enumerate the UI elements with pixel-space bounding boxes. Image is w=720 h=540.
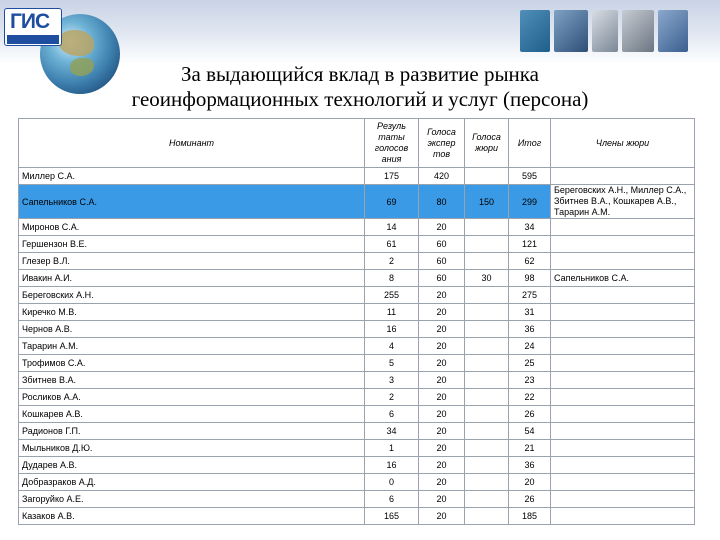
total: 36	[509, 321, 551, 338]
nominee-name: Мыльников Д.Ю.	[19, 440, 365, 457]
voting-result: 6	[365, 406, 419, 423]
nominee-name: Трофимов С.А.	[19, 355, 365, 372]
voting-result: 11	[365, 304, 419, 321]
expert-votes: 20	[419, 321, 465, 338]
jury-members	[551, 474, 695, 491]
jury-members	[551, 338, 695, 355]
total: 62	[509, 253, 551, 270]
expert-votes: 20	[419, 389, 465, 406]
total: 275	[509, 287, 551, 304]
buildings-icon	[622, 10, 654, 52]
expert-votes: 20	[419, 474, 465, 491]
voting-result: 16	[365, 321, 419, 338]
nominee-name: Кошкарев А.В.	[19, 406, 365, 423]
jury-members	[551, 236, 695, 253]
header-jury-votes: Голоса жюри	[465, 119, 509, 168]
jury-votes	[465, 491, 509, 508]
total: 34	[509, 219, 551, 236]
jury-members	[551, 168, 695, 185]
header-voting-results: Резуль таты голосов ания	[365, 119, 419, 168]
voting-result: 165	[365, 508, 419, 525]
nominee-name: Чернов А.В.	[19, 321, 365, 338]
voting-result: 8	[365, 270, 419, 287]
expert-votes: 20	[419, 338, 465, 355]
jury-members	[551, 423, 695, 440]
voting-result: 175	[365, 168, 419, 185]
jury-votes	[465, 508, 509, 525]
jury-votes: 30	[465, 270, 509, 287]
jury-members	[551, 321, 695, 338]
voting-result: 2	[365, 253, 419, 270]
expert-votes: 20	[419, 457, 465, 474]
aerial-image-icon	[554, 10, 588, 52]
table-row	[19, 440, 695, 457]
jury-votes	[465, 457, 509, 474]
table-row	[19, 321, 695, 338]
jury-votes	[465, 355, 509, 372]
jury-members	[551, 389, 695, 406]
expert-votes: 20	[419, 491, 465, 508]
nominee-name: Загоруйко А.Е.	[19, 491, 365, 508]
table-row	[19, 338, 695, 355]
voting-result: 69	[365, 185, 419, 219]
voting-result: 1	[365, 440, 419, 457]
nominee-name: Збитнев В.А.	[19, 372, 365, 389]
nominee-name: Сапельников С.А.	[19, 185, 365, 219]
total: 20	[509, 474, 551, 491]
total: 36	[509, 457, 551, 474]
total: 26	[509, 406, 551, 423]
results-table	[18, 118, 695, 525]
jury-votes	[465, 253, 509, 270]
expert-votes: 60	[419, 270, 465, 287]
table-row	[19, 457, 695, 474]
jury-members	[551, 304, 695, 321]
table-row	[19, 270, 695, 287]
jury-votes	[465, 321, 509, 338]
table-row	[19, 168, 695, 185]
table-row	[19, 474, 695, 491]
voting-result: 255	[365, 287, 419, 304]
table-row	[19, 287, 695, 304]
gis-association-logo	[4, 8, 62, 46]
survey-device-icon	[520, 10, 550, 52]
total: 31	[509, 304, 551, 321]
table-row	[19, 253, 695, 270]
table-row	[19, 219, 695, 236]
total: 54	[509, 423, 551, 440]
jury-members	[551, 440, 695, 457]
expert-votes: 60	[419, 236, 465, 253]
table-row	[19, 389, 695, 406]
expert-votes: 80	[419, 185, 465, 219]
tripod-instrument-icon	[592, 10, 618, 52]
expert-votes: 60	[419, 253, 465, 270]
table-row	[19, 372, 695, 389]
expert-votes: 420	[419, 168, 465, 185]
jury-votes	[465, 372, 509, 389]
globe-land-shape	[58, 30, 94, 56]
total: 185	[509, 508, 551, 525]
voting-result: 0	[365, 474, 419, 491]
jury-members: Сапельников С.А.	[551, 270, 695, 287]
nominee-name: Радионов Г.П.	[19, 423, 365, 440]
nominee-name: Миллер С.А.	[19, 168, 365, 185]
total: 25	[509, 355, 551, 372]
jury-votes	[465, 389, 509, 406]
nominee-name: Гершензон В.Е.	[19, 236, 365, 253]
expert-votes: 20	[419, 406, 465, 423]
table-row	[19, 185, 695, 219]
nominee-name: Дударев А.В.	[19, 457, 365, 474]
nominee-name: Береговских А.Н.	[19, 287, 365, 304]
jury-votes: 150	[465, 185, 509, 219]
total: 22	[509, 389, 551, 406]
nominee-name: Казаков А.В.	[19, 508, 365, 525]
total: 26	[509, 491, 551, 508]
title-line-1: За выдающийся вклад в развитие рынка	[180, 62, 539, 86]
table-header-row	[19, 119, 695, 168]
voting-result: 14	[365, 219, 419, 236]
total: 121	[509, 236, 551, 253]
voting-result: 3	[365, 372, 419, 389]
voting-result: 6	[365, 491, 419, 508]
slide-title	[60, 62, 660, 112]
table-row	[19, 355, 695, 372]
nominee-name: Добразраков А.Д.	[19, 474, 365, 491]
total: 21	[509, 440, 551, 457]
header-expert-votes: Голоса экспер тов	[419, 119, 465, 168]
jury-votes	[465, 236, 509, 253]
expert-votes: 20	[419, 423, 465, 440]
header-jury-members: Члены жюри	[551, 119, 695, 168]
table-row	[19, 423, 695, 440]
header-nominee: Номинант	[19, 119, 365, 168]
header-total: Итог	[509, 119, 551, 168]
jury-votes	[465, 338, 509, 355]
table-row	[19, 491, 695, 508]
voting-result: 61	[365, 236, 419, 253]
total: 98	[509, 270, 551, 287]
logo-text: ГИС	[10, 10, 50, 33]
expert-votes: 20	[419, 508, 465, 525]
table-row	[19, 236, 695, 253]
table-row	[19, 406, 695, 423]
nominee-name: Росликов А.А.	[19, 389, 365, 406]
nominee-name: Тарарин А.М.	[19, 338, 365, 355]
jury-members	[551, 457, 695, 474]
table-row	[19, 304, 695, 321]
jury-votes	[465, 406, 509, 423]
header-images	[520, 10, 690, 52]
jury-members	[551, 406, 695, 423]
expert-votes: 20	[419, 219, 465, 236]
jury-members	[551, 287, 695, 304]
satellite-map-icon	[658, 10, 688, 52]
jury-votes	[465, 440, 509, 457]
voting-result: 34	[365, 423, 419, 440]
expert-votes: 20	[419, 355, 465, 372]
jury-members	[551, 491, 695, 508]
expert-votes: 20	[419, 372, 465, 389]
jury-members	[551, 253, 695, 270]
total: 24	[509, 338, 551, 355]
jury-members: Береговских А.Н., Миллер С.А., Збитнев В.А., Кошкарев А.В., Тарарин А.М.	[551, 185, 695, 219]
jury-votes	[465, 474, 509, 491]
nominee-name: Миронов С.А.	[19, 219, 365, 236]
jury-votes	[465, 304, 509, 321]
jury-members	[551, 372, 695, 389]
nominee-name: Ивакин А.И.	[19, 270, 365, 287]
jury-votes	[465, 168, 509, 185]
jury-votes	[465, 219, 509, 236]
jury-members	[551, 508, 695, 525]
voting-result: 4	[365, 338, 419, 355]
title-line-2: геоинформационных технологий и услуг (персона)	[131, 87, 589, 111]
table-row	[19, 508, 695, 525]
total: 23	[509, 372, 551, 389]
nominee-name: Глезер В.Л.	[19, 253, 365, 270]
total: 299	[509, 185, 551, 219]
expert-votes: 20	[419, 440, 465, 457]
jury-members	[551, 219, 695, 236]
jury-votes	[465, 423, 509, 440]
jury-votes	[465, 287, 509, 304]
voting-result: 2	[365, 389, 419, 406]
voting-result: 16	[365, 457, 419, 474]
jury-members	[551, 355, 695, 372]
logo-sub-band	[7, 35, 59, 44]
expert-votes: 20	[419, 287, 465, 304]
total: 595	[509, 168, 551, 185]
voting-result: 5	[365, 355, 419, 372]
nominee-name: Киречко М.В.	[19, 304, 365, 321]
expert-votes: 20	[419, 304, 465, 321]
